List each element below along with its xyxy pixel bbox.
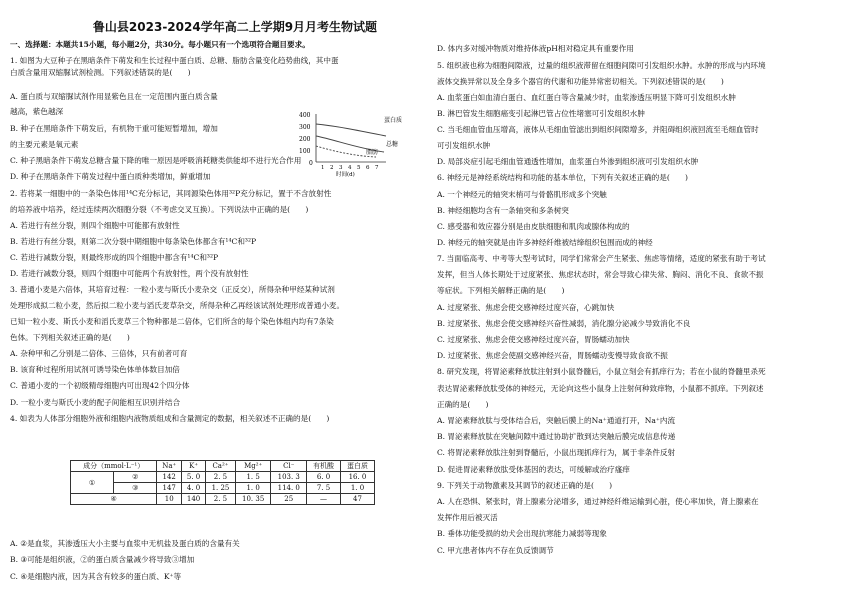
table-cell: 16. 0 (340, 472, 374, 483)
left-line: 3. 普通小麦是六倍体，其培育过程：一粒小麦与斯氏小麦杂交（正反交），所得杂种甲经某种试剂 (10, 285, 335, 294)
label-fat: 脂肪 (366, 149, 379, 156)
right-line: A. 过度紧张、焦虑会使交感神经过度兴奋，心跳加快 (437, 303, 615, 312)
table-group-cell: ④ (71, 494, 157, 505)
table-cell: 6. 0 (307, 472, 341, 483)
right-line: 7. 当面临高考、中考等大型考试时，同学们常常会产生紧张、焦虑等情绪，适度的紧张有助于考试 (437, 254, 766, 263)
left-line: 4. 如表为人体部分细胞外液和细胞内液物质组成和含量测定的数据，相关叙述不正确的是( ) (10, 414, 330, 423)
label-sugar: 总糖 (386, 141, 399, 148)
right-line: B. 神经细胞均含有一条轴突和多条树突 (437, 206, 569, 215)
right-line: A. 血浆蛋白如血清白蛋白、血红蛋白等含量减少时，血浆渗透压明显下降可引发组织水肿 (437, 93, 736, 102)
right-line: D. 局部炎症引起毛细血管通透性增加，血浆蛋白外渗到组织液可引发组织水肿 (437, 157, 699, 166)
right-line: 5. 组织液也称为细胞间隙液，过量的组织液滞留在细胞间隙可引发组织水肿。水肿的形成与内环境 (437, 61, 766, 70)
table-cell: 10. 35 (235, 494, 271, 505)
left-line: A. 蛋白质与双缩脲试剂作用显紫色且在一定范围内蛋白质含量 (10, 92, 218, 101)
left-line: A. 杂种甲和乙分别是二倍体、三倍体，只有前者可育 (10, 349, 188, 358)
right-line: D. 促进胃泌素释放肽受体基因的表达，可缓解或治疗瘙痒 (437, 465, 630, 474)
left-line: D. 一粒小麦与斯氏小麦的配子间能相互识别并结合 (10, 398, 181, 407)
right-line: A. 胃泌素释放肽与受体结合后，突触后膜上的Na⁺通道打开，Na⁺内流 (437, 416, 676, 425)
right-line: 可引发组织水肿 (437, 141, 491, 150)
left-line: 1. 如图为大豆种子在黑暗条件下萌发和生长过程中蛋白质、总糖、脂肪含量变化趋势曲线，其中蛋 (10, 56, 339, 65)
table-header-cell: Cl⁻ (271, 461, 307, 472)
protein-curve (316, 124, 386, 136)
left-line: D. 若进行减数分裂，则四个细胞中可能两个有放射性，两个没有放射性 (10, 269, 249, 278)
right-line: C. 将胃泌素释放肽注射到脊髓后，小鼠出现抓痒行为，属于非条件反射 (437, 448, 676, 457)
table-cell: 142 (157, 472, 182, 483)
left-line: B. 种子在黑暗条件下萌发后，有机物干重可能短暂增加，增加 (10, 124, 218, 133)
label-protein: 蛋白质 (384, 117, 403, 124)
table-cell: 1. 5 (235, 472, 271, 483)
xtick-5: 5 (357, 165, 361, 171)
right-line: 9. 下列关于动物激素及其调节的叙述正确的是( ) (437, 481, 613, 490)
right-line: C. 甲亢患者体内不存在负反馈调节 (437, 546, 554, 555)
ytick-0: 0 (309, 160, 313, 167)
table-header-cell: Ca²⁺ (206, 461, 236, 472)
xtick-3: 3 (339, 165, 343, 171)
left-line: 色体。下列相关叙述正确的是( ) (10, 333, 130, 342)
xtick-2: 2 (330, 165, 334, 171)
right-line: A. 一个神经元的轴突末梢可与骨骼肌形成多个突触 (437, 190, 607, 199)
left-line: 2. 若将某一细胞中的一条染色体用¹⁴C充分标记，其同源染色体用³²P充分标记，置于不含放射性 (10, 189, 332, 198)
left-line: D. 种子在黑暗条件下萌发过程中蛋白质种类增加，鲜重增加 (10, 172, 211, 181)
content-trend-graph (296, 110, 408, 178)
table-cell: 1. 0 (235, 483, 271, 494)
table-cell: 7. 5 (307, 483, 341, 494)
right-line: 发挥作用后被灭活 (437, 513, 498, 522)
table-cell: 47 (340, 494, 374, 505)
right-line: A. 人在恐惧、紧张时，肾上腺素分泌增多，通过神经纤维运输到心脏，使心率加快，肾上腺素在 (437, 497, 759, 506)
composition-table (70, 460, 375, 505)
table-cell: 1. 0 (340, 483, 374, 494)
right-line: C. 感受器和效应器分别是由皮肤细胞和肌肉或腺体构成的 (437, 222, 630, 231)
left-line: 的主要元素是氧元素 (10, 140, 79, 149)
table-cell: 4. 0 (182, 483, 206, 494)
page-title: 鲁山县2023-2024学年高二上学期9月月考生物试题 (92, 20, 378, 34)
left-line: 白质含量用双缩脲试剂检测。下列叙述错误的是( ) (10, 68, 191, 77)
table-cell: 10 (157, 494, 182, 505)
right-line: 6. 神经元是神经系统结构和功能的基本单位，下列有关叙述正确的是( ) (437, 173, 688, 182)
left-line: 越高，紫色越深 (10, 107, 64, 116)
right-line: 8. 研究发现，将胃泌素释放肽注射到小鼠脊髓后，小鼠立刻会有抓痒行为；若在小鼠的脊髓里杀死 (437, 367, 766, 376)
left-line: C. ④是细胞内液，因为其含有较多的蛋白质、K⁺等 (10, 572, 182, 581)
table-header-cell: K⁺ (182, 461, 206, 472)
table-cell: 25 (271, 494, 307, 505)
left-line: 的培养液中培养，经过连续两次细胞分裂（不考虑交叉互换）。下列说法中正确的是( ) (10, 205, 309, 214)
right-line: 表达胃泌素释放肽受体的神经元，无论向这些小鼠身上注射何种致痒物，小鼠都不抓痒。下列叙述 (437, 384, 764, 393)
right-line: B. 淋巴管发生细胞癌变引起淋巴管占位性堵塞可引发组织水肿 (437, 109, 645, 118)
table-cell: ③ (114, 483, 157, 494)
left-line: B. 若进行有丝分裂，则第二次分裂中期细胞中每条染色体都含有¹⁴C和³²P (10, 237, 257, 246)
right-line: D. 神经元的轴突就是由许多神经纤维被结缔组织包围而成的神经 (437, 238, 653, 247)
right-line: D. 过度紧张、焦虑会使副交感神经兴奋，胃肠蠕动变慢导致食欲不振 (437, 351, 668, 360)
table-cell: 5. 0 (182, 472, 206, 483)
graph-xlabel: 时间(d) (336, 172, 355, 178)
left-line: 一、选择题：本题共15小题，每小题2分，共30分。每小题只有一个选项符合题目要求。 (10, 40, 310, 49)
table-cell: 1. 25 (206, 483, 236, 494)
right-line: D. 体内多对缓冲物质对维持体液pH相对稳定具有重要作用 (437, 44, 634, 53)
ytick-100: 100 (299, 148, 311, 155)
xtick-4: 4 (348, 165, 352, 171)
table-cell: 103. 3 (271, 472, 307, 483)
table-cell: 2. 5 (206, 472, 236, 483)
right-line: B. 垂体功能受损的幼犬会出现抗寒能力减弱等现象 (437, 529, 607, 538)
table-header-row (71, 461, 375, 472)
table-header-cell: 成分（mmol·L⁻¹） (71, 461, 157, 472)
table-row (71, 472, 375, 483)
table-header-cell: 蛋白质 (340, 461, 374, 472)
ytick-400: 400 (299, 112, 311, 119)
left-line: C. 若进行减数分裂，则最终形成的四个细胞中都含有¹⁴C和³²P (10, 253, 219, 262)
right-line: 液体交换异常以及全身多个器官的代谢和功能异常密切相关。下列叙述错误的是( ) (437, 77, 724, 86)
xtick-7: 7 (375, 165, 379, 171)
graph-svg (296, 110, 408, 178)
right-line: B. 胃泌素释放肽在突触间隙中通过协助扩散到达突触后膜完成信息传递 (437, 432, 676, 441)
left-line: C. 普通小麦的一个初级精母细胞内可出现42个四分体 (10, 381, 190, 390)
table-header-cell: Na⁺ (157, 461, 182, 472)
table-cell: 114. 0 (271, 483, 307, 494)
left-line: B. ③可能是组织液，②的蛋白质含量减少将导致③增加 (10, 555, 195, 564)
table-row (71, 494, 375, 505)
right-line: C. 过度紧张、焦虑会使交感神经过度兴奋，胃肠蠕动加快 (437, 335, 630, 344)
left-line: A. ②是血浆，其渗透压大小主要与血浆中无机盐及蛋白质的含量有关 (10, 539, 240, 548)
ytick-200: 200 (299, 136, 311, 143)
xtick-1: 1 (321, 165, 325, 171)
left-line: C. 种子黑暗条件下萌发总糖含量下降的唯一原因是呼吸消耗糖类供能却不进行光合作用 (10, 156, 302, 165)
table-cell: ② (114, 472, 157, 483)
xtick-6: 6 (366, 165, 370, 171)
right-line: B. 过度紧张、焦虑会使交感神经兴奋性减弱，消化腺分泌减少导致消化不良 (437, 319, 691, 328)
table-row (71, 483, 375, 494)
table-cell: 140 (182, 494, 206, 505)
right-line: 正确的是( ) (437, 400, 489, 409)
table-group-cell: ① (71, 472, 114, 494)
right-line: 发挥，但当人体长期处于过度紧张、焦虑状态时，常会导致心律失常、胸闷、消化不良、食欲不振 (437, 270, 764, 279)
right-line: C. 当毛细血管血压增高，液体从毛细血管滤出到组织间隙增多，并阻碍组织液回流至毛细血管时 (437, 125, 759, 134)
table-cell: 147 (157, 483, 182, 494)
right-line: 等症状。下列相关解释正确的是( ) (437, 286, 565, 295)
table-header-cell: Mg²⁺ (235, 461, 271, 472)
left-line: A. 若进行有丝分裂，则四个细胞中可能都有放射性 (10, 221, 180, 230)
table-header-cell: 有机酸 (307, 461, 341, 472)
left-line: 已知一粒小麦、斯氏小麦和滔氏麦草三个物种都是二倍体，它们所含的每个染色体组内均有7条染 (10, 317, 334, 326)
ytick-300: 300 (299, 124, 311, 131)
left-line: 处理形成拟二粒小麦，然后拟二粒小麦与滔氏麦草杂交，所得杂种乙再经该试剂处理形成普通小麦。 (10, 301, 345, 310)
table-cell: 2. 5 (206, 494, 236, 505)
left-line: B. 该育种过程所用试剂可诱导染色体单体数目加倍 (10, 365, 180, 374)
table-cell: — (307, 494, 341, 505)
